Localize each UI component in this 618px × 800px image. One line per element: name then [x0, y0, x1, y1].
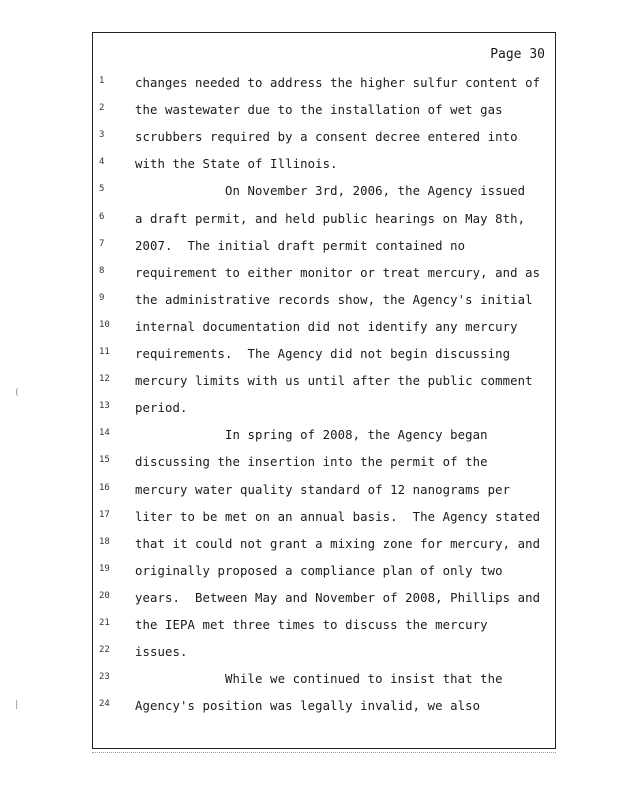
line-number: 4 [99, 157, 105, 168]
transcript-line [93, 618, 555, 636]
transcript-line [93, 591, 555, 609]
line-number: 10 [99, 319, 110, 330]
transcript-line [93, 428, 555, 446]
transcript-line [93, 401, 555, 419]
transcript-line [93, 103, 555, 121]
transcript-line [93, 320, 555, 338]
transcript-line [93, 130, 555, 148]
line-text: the IEPA met three times to discuss the mercury [135, 618, 488, 632]
line-text: issues. [135, 645, 188, 660]
line-number: 21 [99, 618, 110, 628]
line-number: 2 [99, 103, 105, 114]
line-number: 24 [99, 699, 110, 710]
transcript-page [92, 32, 556, 749]
transcript-line [93, 76, 555, 94]
line-text: originally proposed a compliance plan of only two [135, 563, 503, 578]
scan-artifact-line [92, 752, 556, 755]
transcript-line [93, 564, 555, 582]
transcript-line [93, 184, 555, 202]
line-number: 7 [99, 238, 105, 249]
line-number: 13 [99, 401, 110, 412]
transcript-line [93, 455, 555, 473]
line-text: While we continued to insist that the [135, 672, 503, 687]
line-number: 23 [99, 672, 110, 683]
line-text: with the State of Illinois. [135, 157, 338, 172]
line-number: 1 [99, 76, 105, 86]
line-text: the wastewater due to the installation of wet gas [135, 103, 503, 118]
transcript-line [93, 672, 555, 690]
transcript-line [93, 645, 555, 663]
line-text: scrubbers required by a consent decree entered into [135, 130, 518, 145]
scan-mark: ( [14, 388, 20, 398]
line-number: 20 [99, 590, 110, 601]
line-number: 16 [99, 482, 110, 493]
transcript-line [93, 537, 555, 555]
scan-mark: | [14, 700, 20, 710]
transcript-line [93, 699, 555, 717]
line-text: mercury limits with us until after the public comment [135, 374, 533, 389]
line-text: In spring of 2008, the Agency began [135, 428, 488, 443]
transcript-line [93, 212, 555, 230]
line-text: 2007. The initial draft permit contained no [135, 238, 466, 253]
line-number: 11 [99, 347, 110, 357]
line-text: discussing the insertion into the permit of the [135, 455, 488, 470]
line-number: 22 [99, 645, 110, 656]
line-number: 18 [99, 536, 110, 547]
line-number: 19 [99, 563, 110, 574]
transcript-line [93, 266, 555, 284]
line-number: 12 [99, 374, 110, 385]
transcript-line [93, 239, 555, 257]
line-text: that it could not grant a mixing zone for mercury, and [135, 536, 541, 551]
line-text: a draft permit, and held public hearings on May 8th, [135, 211, 526, 226]
line-number: 9 [99, 292, 105, 303]
transcript-line [93, 347, 555, 365]
line-number: 6 [99, 211, 105, 222]
line-text: On November 3rd, 2006, the Agency issued [135, 184, 526, 199]
line-number: 8 [99, 265, 105, 276]
line-text: requirement to either monitor or treat mercury, and as [135, 265, 541, 280]
line-number: 5 [99, 184, 105, 195]
line-number: 14 [99, 428, 110, 439]
page-number: Page 30 [490, 47, 545, 62]
transcript-line [93, 374, 555, 392]
transcript-line [93, 293, 555, 311]
line-number: 17 [99, 509, 110, 520]
transcript-line [93, 510, 555, 528]
line-number: 3 [99, 130, 105, 141]
line-text: liter to be met on an annual basis. The Agency stated [135, 509, 541, 524]
transcript-line [93, 483, 555, 501]
transcript-line [93, 157, 555, 175]
line-text: the administrative records show, the Agency's initial [135, 292, 533, 307]
line-text: Agency's position was legally invalid, we also [135, 699, 481, 714]
line-text: changes needed to address the higher sulfur content of [135, 76, 541, 90]
line-text: period. [135, 401, 188, 416]
line-text: years. Between May and November of 2008, Phillips and [135, 590, 541, 605]
line-text: mercury water quality standard of 12 nanograms per [135, 482, 511, 497]
line-number: 15 [99, 455, 110, 466]
line-text: requirements. The Agency did not begin discussing [135, 347, 511, 361]
line-text: internal documentation did not identify any mercury [135, 319, 518, 334]
